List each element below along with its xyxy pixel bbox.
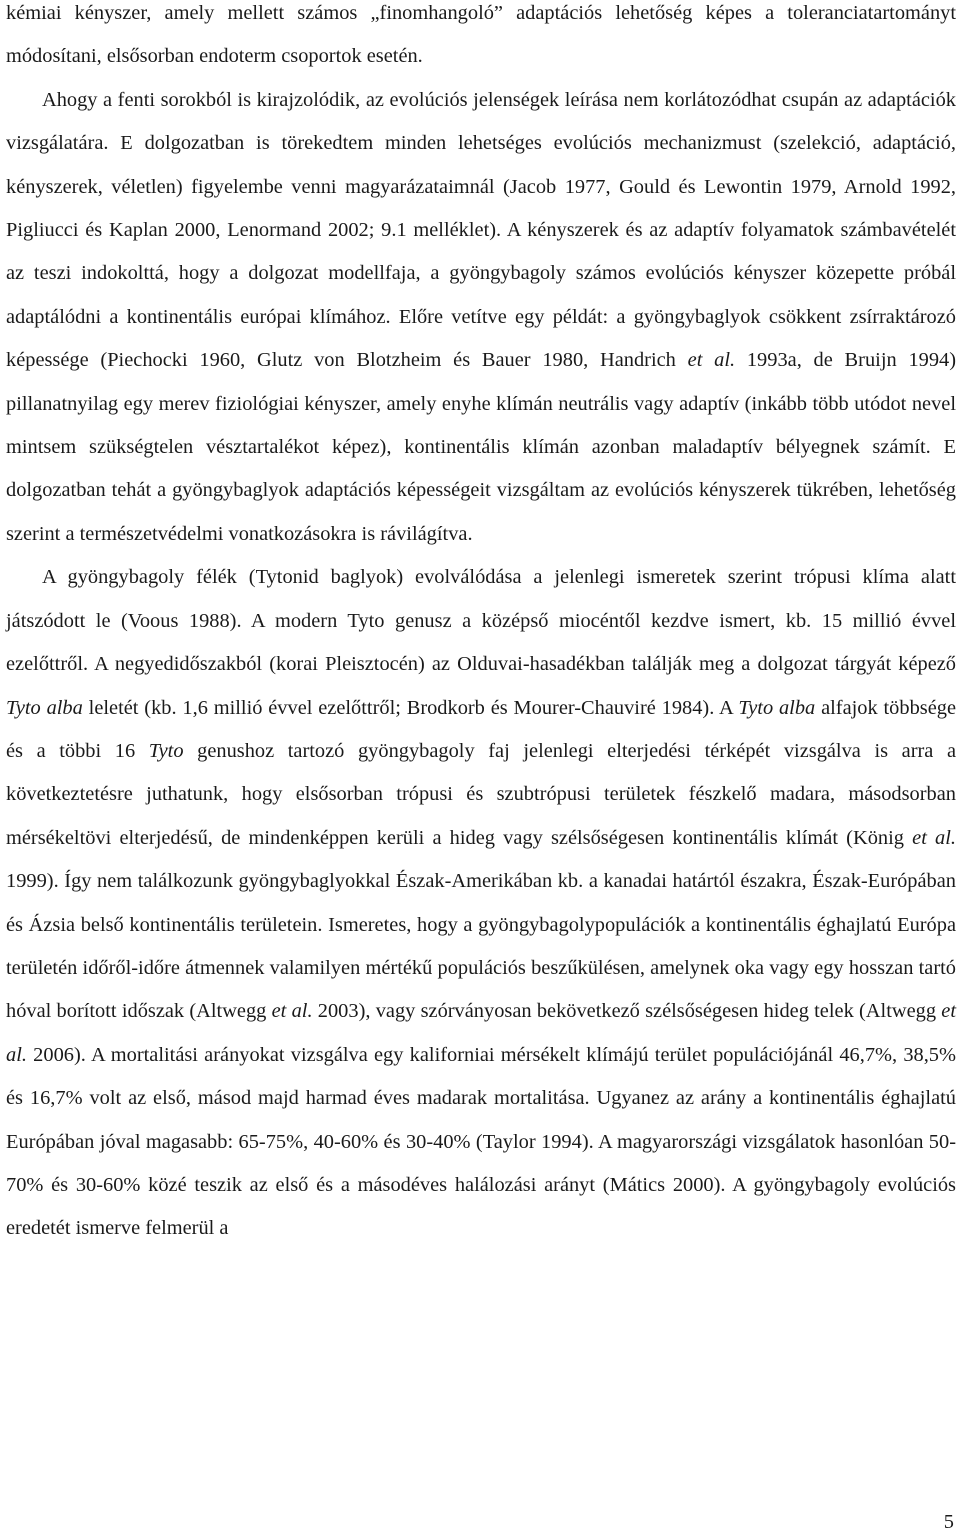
paragraph	[6, 79, 956, 556]
text-run: leletét (kb. 1,6 millió évvel ezelőttről; Brodkorb és Mourer-Chauviré 1984). A	[82, 696, 739, 719]
text-run: 2006). A mortalitási arányokat vizsgálva egy kaliforniai mérsékelt klímájú terület populációjánál 46,7%, 38,5% és 16,7% volt az első, másod majd harmad éves madarak mortalitása. Ugyanez az arány a kontinentális éghajlatú Európában jóval magasabb: 65-75%, 40-60% és 30-40% (Taylor 1994). A magyarországi vizsgálatok hasonlóan 50-70% és 30-60% közé teszik az első és a másodéves halálozási arányt (Mátics 2000). A gyöngybagoly evolúciós eredetét ismerve felmerül a	[6, 1043, 956, 1240]
text-run: 1999). Így nem találkozunk gyöngybaglyokkal Észak-Amerikában kb. a kanadai határtól északra, Észak-Európában és Ázsia belső kontinentális területein. Ismeretes, hogy a gyöngybagolypopulációk a kontinentális éghajlatú Európa területén időről-időre átmennek valamilyen mértékű populációs beszűkülésen, amelynek oka vagy egy hosszan tartó hóval borított időszak (Altwegg	[6, 870, 956, 1023]
page-number: 5	[943, 1511, 954, 1533]
text-run: 1993a, de Bruijn 1994) pillanatnyilag egy merev fiziológiai kényszer, amely enyhe klímán neutrális vagy adaptív (inkább több utódot nevel mintsem szükségtelen vésztartalékot képez), kontinentális klímán azonban maladaptív bélyegnek számít. E dolgozatban tehát a gyöngybaglyok adaptációs képességeit vizsgáltam az evolúciós kényszerek tükrében, lehetőség szerint a természetvédelmi vonatkozásokra is rávilágítva.	[6, 349, 957, 545]
text-run: 2003), vagy szórványosan bekövetkező szélsőségesen hideg telek (Altwegg	[312, 1000, 942, 1023]
italic-text-run: Tyto alba	[6, 696, 83, 719]
italic-text-run: et al.	[687, 349, 736, 372]
text-run: genushoz tartozó gyöngybagoly faj jelenlegi elterjedési térképét vizsgálva is arra a következtetésre juthatunk, hogy elsősorban trópusi és szubtrópusi területek fészkelő madara, másodsorban mérsékeltövi elterjedésű, de mindenképpen kerüli a hideg vagy szélsőségesen kontinentális klímát (König	[6, 739, 957, 849]
italic-text-run: et al.	[6, 1000, 956, 1066]
text-run: alfajok többsége és a többi 16	[6, 696, 956, 762]
paragraph	[6, 0, 956, 79]
body-text	[6, 0, 956, 1251]
italic-text-run: Tyto	[148, 739, 184, 762]
text-run: A gyöngybagoly félék (Tytonid baglyok) evolválódása a jelenlegi ismeretek szerint trópusi klíma alatt játszódott le (Voous 1988). A modern Tyto genusz a középső miocéntől kezdve ismert, kb. 15 millió évvel ezelőttről. A negyedidőszakból (korai Pleisztocén) az Olduvai-hasadékban találják meg a dolgozat tárgyát képező	[6, 566, 956, 676]
italic-text-run: et al.	[271, 1000, 313, 1023]
paragraph	[6, 556, 956, 1251]
text-run: Ahogy a fenti sorokból is kirajzolódik, az evolúciós jelenségek leírása nem korlátozódhat csupán az adaptációk vizsgálatára. E dolgozatban is törekedtem minden lehetséges evolúciós mechanizmust (szelekció, adaptáció, kényszerek, véletlen) figyelembe venni magyarázataimnál (Jacob 1977, Gould és Lewontin 1979, Arnold 1992, Pigliucci és Kaplan 2000, Lenormand 2002; 9.1 melléklet). A kényszerek és az adaptív folyamatok számbavételét az teszi indokolttá, hogy a dolgozat modellfaja, a gyöngybagoly számos evolúciós kényszer közepette próbál adaptálódni a kontinentális európai klímához. Előre vetítve egy példát: a gyöngybaglyok csökkent zsírraktározó képessége (Piechocki 1960, Glutz von Blotzheim és Bauer 1980, Handrich	[6, 88, 956, 372]
italic-text-run: Tyto alba	[738, 696, 816, 719]
italic-text-run: et al.	[912, 826, 956, 849]
text-run: kémiai kényszer, amely mellett számos „finomhangoló” adaptációs lehetőség képes a toleranciatartományt módosítani, elsősorban endoterm csoportok esetén.	[6, 2, 956, 68]
